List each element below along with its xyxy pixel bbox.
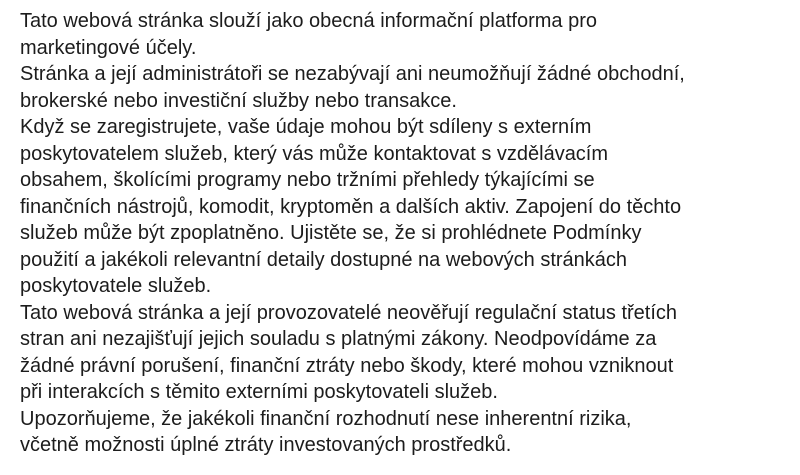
disclaimer-line: Tato webová stránka a její provozovatelé neověřují regulační status třetích xyxy=(20,301,678,324)
disclaimer-line: brokerské nebo investiční služby nebo transakce. xyxy=(20,89,457,112)
disclaimer-line: marketingové účely. xyxy=(20,36,197,59)
disclaimer-line: včetně možnosti úplné ztráty investovaných prostředků. xyxy=(20,434,512,456)
disclaimer-line: žádné právní porušení, finanční ztráty nebo škody, které mohou vzniknout xyxy=(20,354,674,377)
disclaimer-line: Tato webová stránka slouží jako obecná informační platforma pro xyxy=(20,10,597,32)
disclaimer-line: použití a jakékoli relevantní detaily dostupné na webových stránkách xyxy=(20,248,628,271)
disclaimer-line: poskytovatelem služeb, který vás může kontaktovat s vzdělávacím xyxy=(20,142,609,165)
disclaimer-line: při interakcích s těmito externími poskytovateli služeb. xyxy=(20,381,498,403)
disclaimer-line: Upozorňujeme, že jakékoli finanční rozhodnutí nese inherentní rizika, xyxy=(20,407,632,430)
disclaimer-line: Stránka a její administrátoři se nezabývají ani neumožňují žádné obchodní, xyxy=(20,63,685,85)
disclaimer-line: obsahem, školícími programy nebo tržními přehledy týkajícími se xyxy=(20,169,595,191)
disclaimer-line: finančních nástrojů, komodit, kryptoměn a dalších aktiv. Zapojení do těchto xyxy=(20,195,682,218)
disclaimer-line: služeb může být zpoplatněno. Ujistěte se, že si prohlédnete Podmínky xyxy=(20,222,642,244)
disclaimer-line: poskytovatele služeb. xyxy=(20,275,212,297)
disclaimer-line: Když se zaregistrujete, vaše údaje mohou být sdíleny s externím xyxy=(20,116,592,138)
disclaimer-line: stran ani nezajišťují jejich souladu s platnými zákony. Neodpovídáme za xyxy=(20,328,657,350)
